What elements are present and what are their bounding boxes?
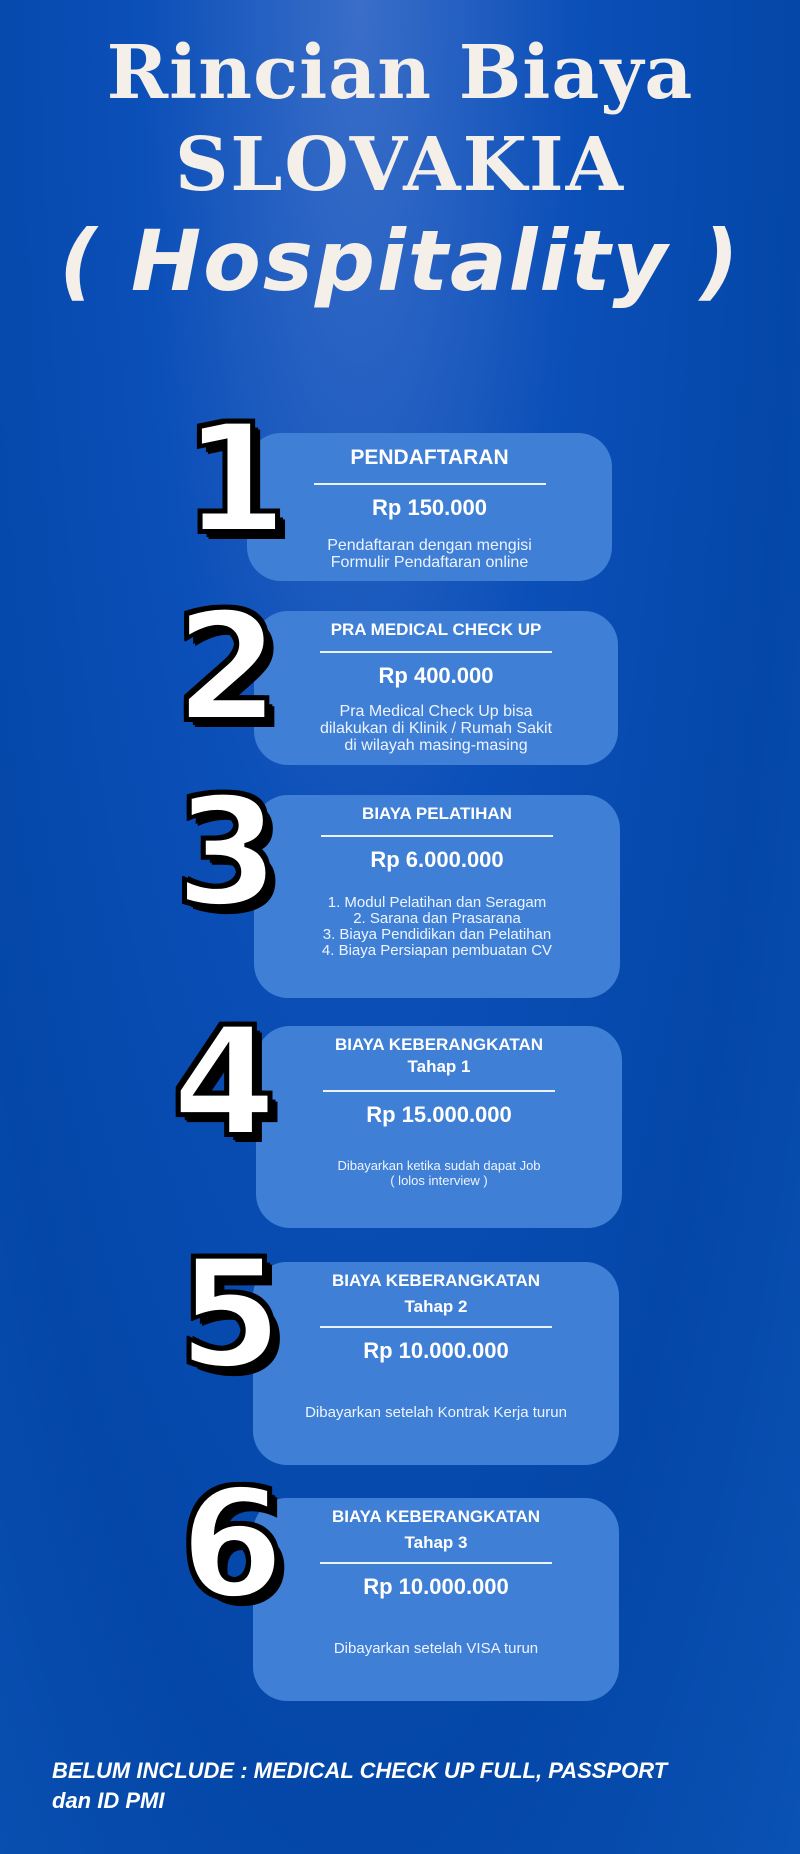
step-4-title: BIAYA KEBERANGKATAN	[334, 1035, 544, 1054]
step-3-price: Rp 6.000.000	[370, 847, 504, 872]
step-2-divider	[320, 651, 552, 653]
step-6-divider	[320, 1562, 552, 1564]
step-5-number: 5	[178, 1228, 283, 1402]
list-item: 1. Modul Pelatihan dan Seragam	[327, 894, 547, 911]
step-6-description: Dibayarkan setelah VISA turun	[333, 1640, 539, 1657]
step-3-divider	[321, 835, 553, 837]
step-1-price: Rp 150.000	[372, 495, 487, 520]
step-3-item-list	[254, 895, 620, 959]
step-6-number: 6	[180, 1458, 285, 1632]
title-line-3: ( Hospitality )	[59, 212, 741, 310]
title-line-1: Rincian Biaya	[106, 30, 694, 116]
step-6-title: BIAYA KEBERANGKATAN	[331, 1507, 541, 1526]
list-item: 3. Biaya Pendidikan dan Pelatihan	[322, 926, 552, 943]
step-1-title: PENDAFTARAN	[350, 446, 509, 469]
step-4-price: Rp 15.000.000	[366, 1102, 512, 1127]
footer-note: BELUM INCLUDE : MEDICAL CHECK UP FULL, PASSPORT dan ID PMI	[52, 1758, 668, 1813]
step-5-description: Dibayarkan setelah Kontrak Kerja turun	[305, 1404, 567, 1421]
step-5-divider	[320, 1326, 552, 1328]
step-4-subtitle: Tahap 1	[407, 1057, 471, 1076]
step-6-card	[253, 1498, 619, 1701]
title-line-2: SLOVAKIA	[174, 122, 626, 208]
step-1-number: 1	[183, 393, 288, 567]
list-item: 2. Sarana dan Prasarana	[353, 910, 521, 927]
step-2-card	[254, 611, 618, 765]
step-5-card	[253, 1262, 619, 1465]
step-5-subtitle: Tahap 2	[404, 1297, 468, 1316]
step-4-divider	[323, 1090, 555, 1092]
list-item: 4. Biaya Persiapan pembuatan CV	[321, 942, 553, 959]
step-4-description: Dibayarkan ketika sudah dapat Job ( lolos interview )	[337, 1158, 541, 1188]
step-5-title: BIAYA KEBERANGKATAN	[331, 1271, 541, 1290]
step-6-price: Rp 10.000.000	[363, 1574, 509, 1599]
step-2-price: Rp 400.000	[378, 663, 494, 688]
step-5-price: Rp 10.000.000	[363, 1338, 509, 1363]
step-6-subtitle: Tahap 3	[404, 1533, 468, 1552]
step-1-card	[247, 433, 612, 581]
step-2-title: PRA MEDICAL CHECK UP	[330, 620, 542, 639]
step-4-number: 4	[172, 996, 277, 1170]
step-4-card	[256, 1026, 622, 1228]
step-2-number: 2	[175, 581, 280, 755]
step-3-title: BIAYA PELATIHAN	[362, 804, 512, 823]
step-1-description: Pendaftaran dengan mengisi Formulir Pendaftaran online	[327, 537, 532, 571]
step-3-number: 3	[175, 766, 280, 940]
step-1-divider	[314, 483, 546, 485]
step-2-description: Pra Medical Check Up bisa dilakukan di Klinik / Rumah Sakit di wilayah masing-masing	[319, 703, 553, 754]
step-3-card	[254, 795, 620, 998]
